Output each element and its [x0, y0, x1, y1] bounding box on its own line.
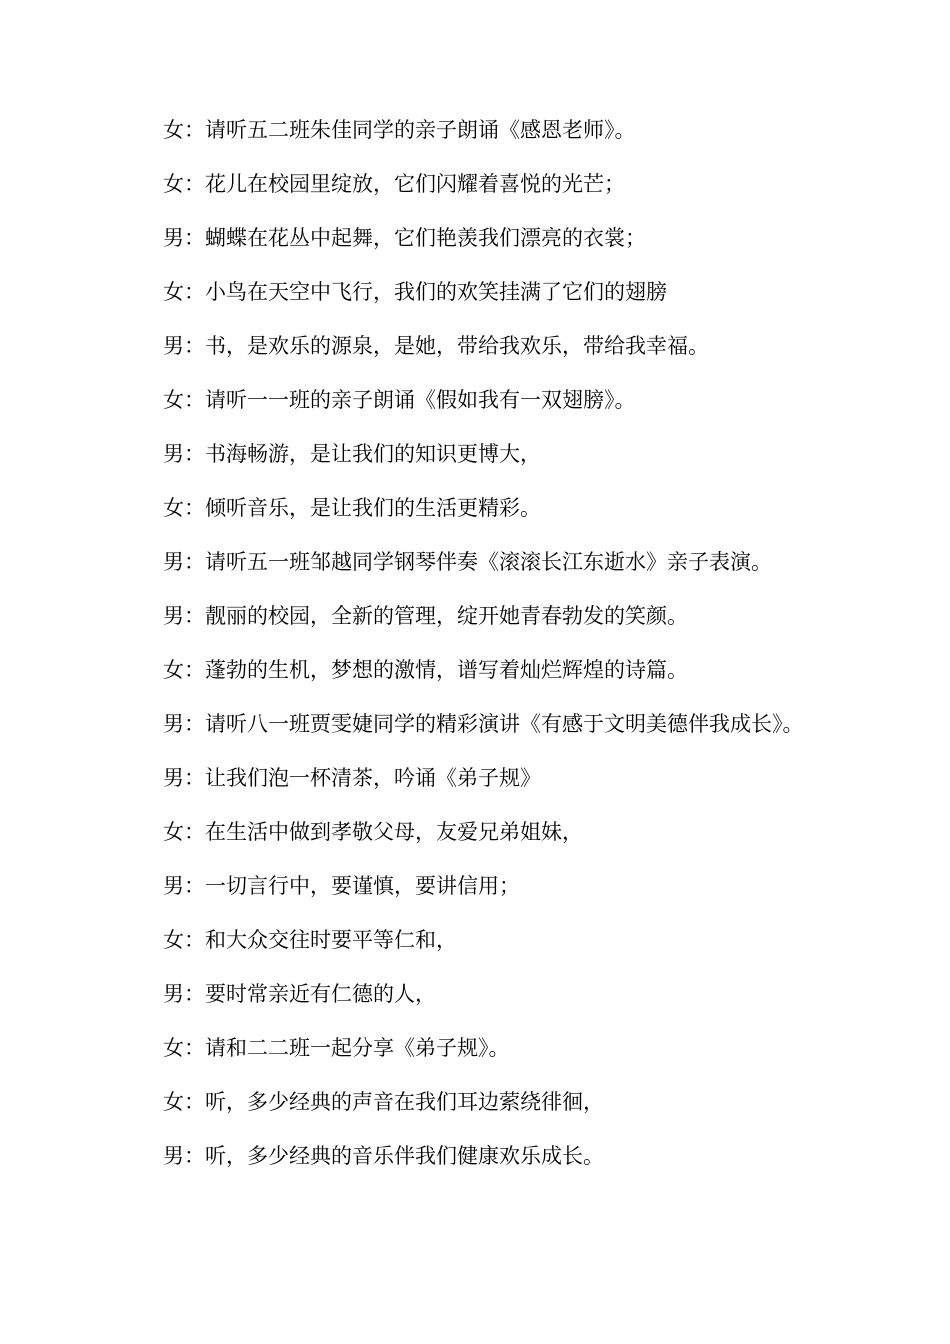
paragraph-11: 女：蓬勃的生机，梦想的激情，谱写着灿烂辉煌的诗篇。	[163, 658, 688, 682]
paragraph-16: 女：和大众交往时要平等仁和，	[163, 928, 457, 952]
paragraph-8: 女：倾听音乐，是让我们的生活更精彩。	[163, 496, 541, 520]
paragraph-5: 男：书，是欢乐的源泉，是她，带给我欢乐，带给我幸福。	[163, 334, 709, 358]
paragraph-13: 男：让我们泡一杯清茶，吟诵《弟子规》	[163, 766, 541, 790]
paragraph-2: 女：花儿在校园里绽放，它们闪耀着喜悦的光芒；	[163, 172, 625, 196]
paragraph-18: 女：请和二二班一起分享《弟子规》。	[163, 1036, 510, 1060]
paragraph-15: 男：一切言行中，要谨慎，要讲信用；	[163, 874, 520, 898]
paragraph-1: 女：请听五二班朱佳同学的亲子朗诵《感恩老师》。	[163, 118, 636, 142]
paragraph-4: 女：小鸟在天空中飞行，我们的欢笑挂满了它们的翅膀	[163, 280, 667, 304]
paragraph-17: 男：要时常亲近有仁德的人，	[163, 982, 436, 1006]
paragraph-12: 男：请听八一班贾雯婕同学的精彩演讲《有感于文明美德伴我成长》。	[163, 712, 804, 736]
paragraph-7: 男：书海畅游，是让我们的知识更博大，	[163, 442, 541, 466]
paragraph-19: 女：听，多少经典的声音在我们耳边萦绕徘徊，	[163, 1090, 604, 1114]
paragraph-3: 男：蝴蝶在花丛中起舞，它们艳羡我们漂亮的衣裳；	[163, 226, 646, 250]
paragraph-9: 男：请听五一班邹越同学钢琴伴奏《滚滚长江东逝水》亲子表演。	[163, 550, 772, 574]
paragraph-20: 男：听，多少经典的音乐伴我们健康欢乐成长。	[163, 1144, 604, 1168]
document-body	[117, 110, 817, 1176]
paragraph-6: 女：请听一一班的亲子朗诵《假如我有一双翅膀》。	[163, 388, 636, 412]
paragraph-10: 男：靓丽的校园，全新的管理，绽开她青春勃发的笑颜。	[163, 604, 688, 628]
paragraph-14: 女：在生活中做到孝敬父母，友爱兄弟姐妹，	[163, 820, 583, 844]
